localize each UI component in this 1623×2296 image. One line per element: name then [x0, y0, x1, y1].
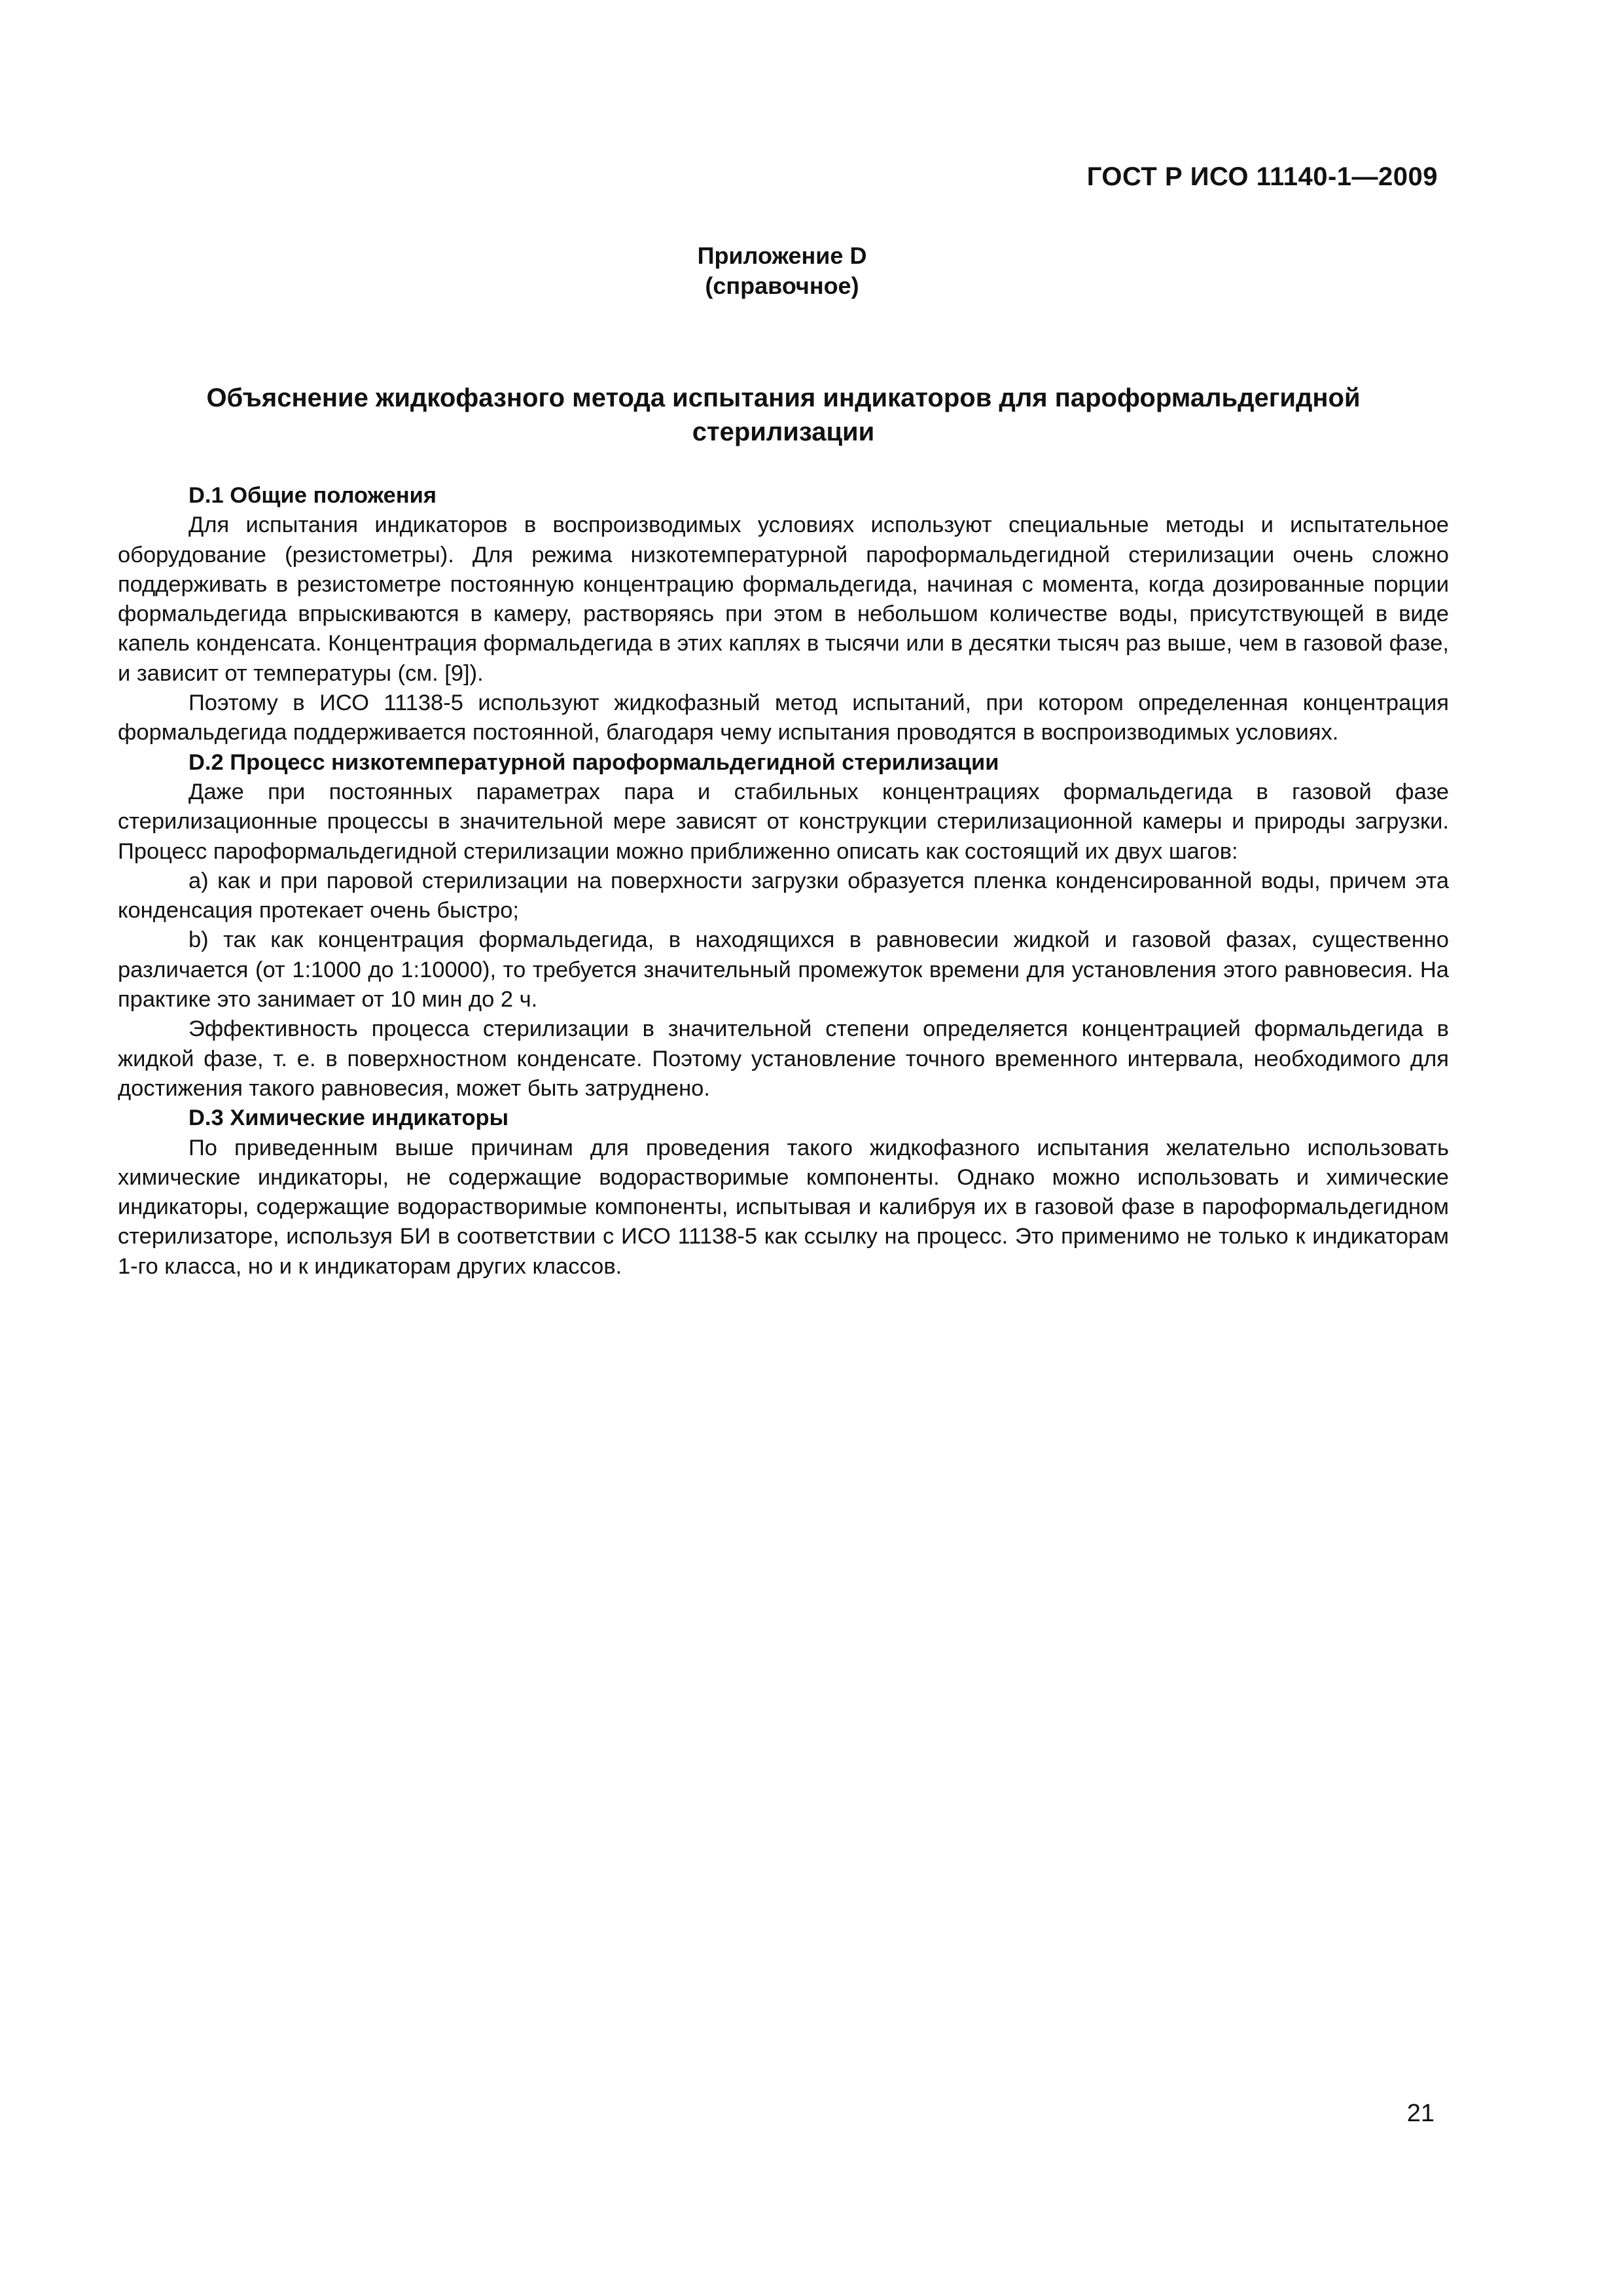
section-heading-d1: D.1 Общие положения	[188, 483, 437, 508]
paragraph: Поэтому в ИСО 11138-5 используют жидкофазный метод испытаний, при котором определенная концентрация формальдегида поддерживается постоянной, благодаря чему испытания проводятся в воспроизводимых условиях.	[118, 691, 1449, 745]
paragraph: По приведенным выше причинам для проведения такого жидкофазного испытания желательно использовать химические индикаторы, не содержащие водорастворимые компоненты. Однако можно использовать и химические индикаторы, содержащие водорастворимые компоненты, испытывая и калибруя их в газовой фазе в пароформальдегидном стерилизаторе, используя БИ в соответствии с ИСО 11138-5 как ссылку на процесс. Это применимо не только к индикаторам 1-го класса, но и к индикаторам других классов.	[118, 1135, 1449, 1279]
section-d2	[118, 748, 1449, 1104]
section-heading-d3: D.3 Химические индикаторы	[188, 1105, 509, 1131]
title-line-1: Объяснение жидкофазного метода испытания индикаторов для пароформальдегидной	[206, 384, 1361, 412]
section-d3	[118, 1103, 1449, 1282]
paragraph: Эффективность процесса стерилизации в значительной степени определяется концентрацией формальдегида в жидкой фазе, т. е. в поверхностном конденсате. Поэтому установление точного временного интервала, необходимого для достижения такого равновесия, может быть затруднено.	[118, 1016, 1449, 1101]
title-line-2: стерилизации	[692, 418, 875, 446]
annex-label: Приложение D	[697, 242, 867, 269]
standard-code: ГОСТ Р ИСО 11140-1—2009	[1086, 162, 1438, 191]
annex-status: (справочное)	[705, 272, 859, 299]
paragraph: Даже при постоянных параметрах пара и стабильных концентрациях формальдегида в газовой фазе стерилизационные процессы в значительной мере зависят от конструкции стерилизационной камеры и природы загрузки. Процесс пароформальдегидной стерилизации можно приближенно описать как состоящий их двух шагов:	[118, 779, 1449, 864]
list-item-b: b) так как концентрация формальдегида, в находящихся в равновесии жидкой и газовой фазах, существенно различается (от 1:1000 до 1:10000), то требуется значительный промежуток времени для установления этого равновесия. На практике это занимает от 10 мин до 2 ч.	[118, 927, 1449, 1013]
body-text	[118, 481, 1449, 1282]
list-item-a: a) как и при паровой стерилизации на поверхности загрузки образуется пленка конденсированной воды, причем эта конденсация протекает очень быстро;	[118, 868, 1449, 924]
annex-block	[0, 241, 1564, 301]
page-number: 21	[1406, 2100, 1435, 2127]
document-title	[118, 381, 1449, 449]
section-d1	[118, 481, 1449, 748]
paragraph: Для испытания индикаторов в воспроизводимых условиях используют специальные методы и испытательное оборудование (резистометры). Для режима низкотемпературной пароформальдегидной стерилизации очень сложно поддерживать в резистометре постоянную концентрацию формальдегида, начиная с момента, когда дозированные порции формальдегида впрыскиваются в камеру, растворяясь при этом в небольшом количестве воды, присутствующей в виде капель конденсата. Концентрация формальдегида в этих каплях в тысячи или в десятки тысяч раз выше, чем в газовой фазе, и зависит от температуры (см. [9]).	[118, 512, 1449, 686]
section-heading-d2: D.2 Процесс низкотемпературной пароформальдегидной стерилизации	[188, 749, 999, 775]
